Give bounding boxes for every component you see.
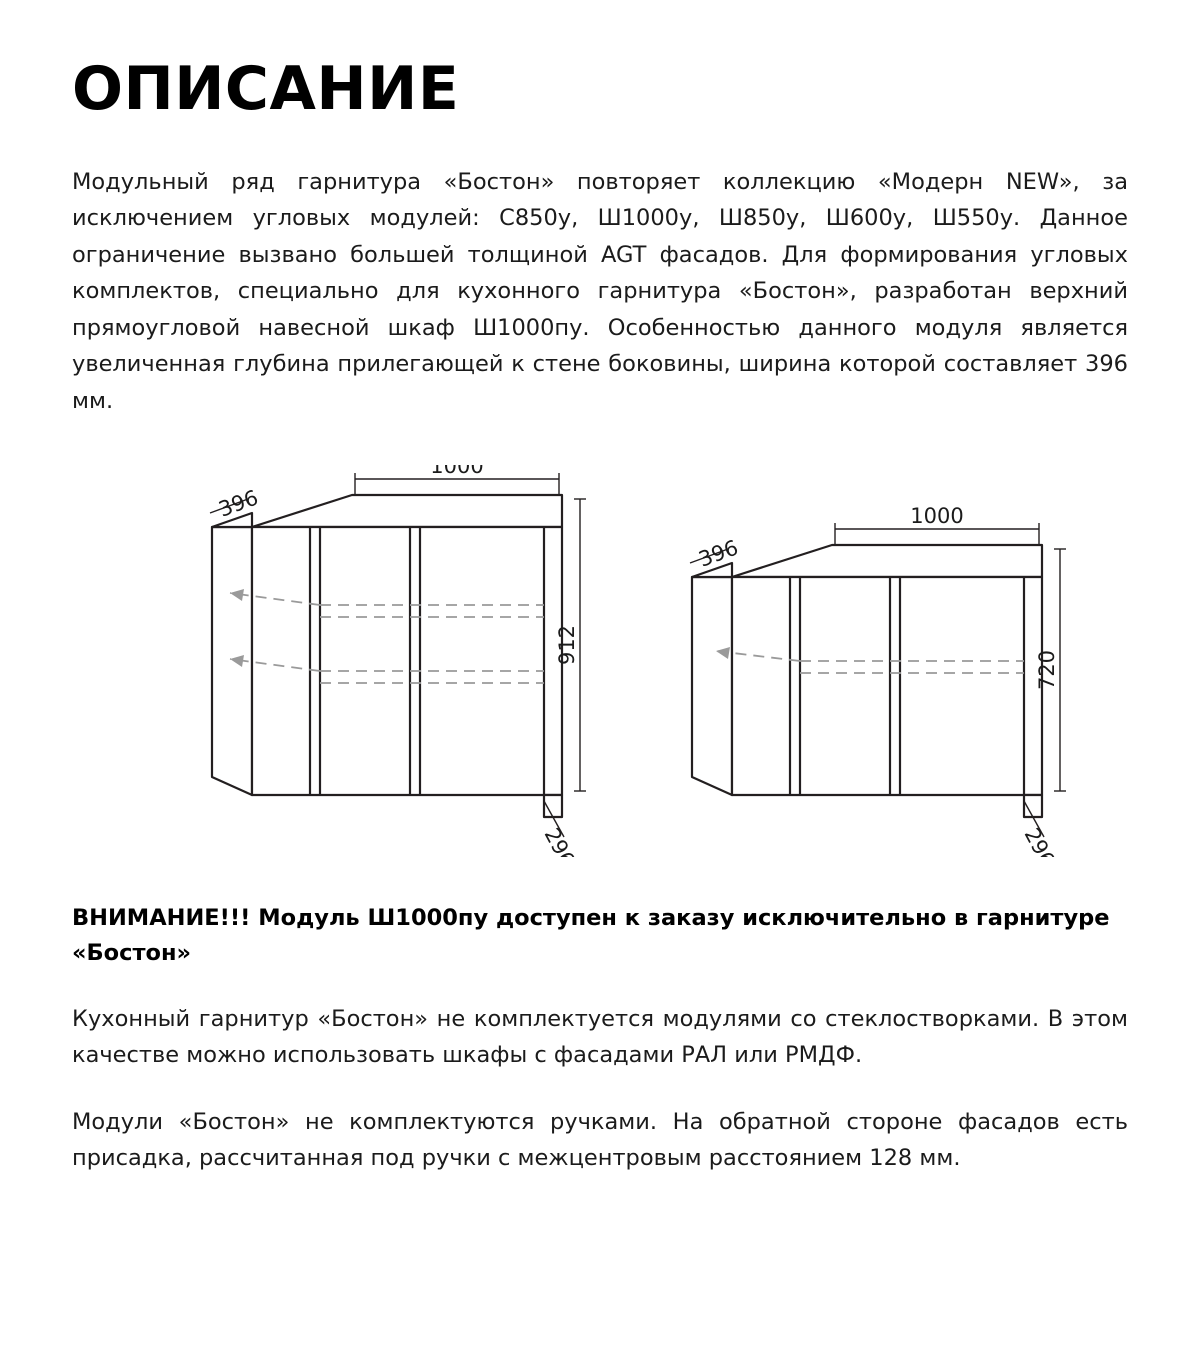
- dim-depth-bottom: 296: [1019, 824, 1060, 858]
- dim-height: 912: [555, 625, 579, 666]
- paragraph-handles: Модули «Бостон» не комплектуются ручками. На обратной стороне фасадов есть присадка, рассчитанная под ручки с межцентровым расстоянием 128 мм.: [72, 1108, 1128, 1172]
- intro-paragraph: Модульный ряд гарнитура «Бостон» повторяет коллекцию «Модерн NEW», за исключением угловых модулей: С850у, Ш1000у, Ш850у, Ш600у, Ш550у. Данное ограничение вызвано большей толщиной AGT фасадов. Для формирования угловых комплектов, специально для кухонного гарнитура «Бостон», разработан верхний прямоугловой навесной шкаф Ш1000пу. Особенностью данного модуля является увеличенная глубина прилегающей к стене боковины, ширина которой составляет 396 мм.: [72, 169, 1128, 414]
- attention-text: ВНИМАНИЕ!!! Модуль Ш1000пу доступен к заказу исключительно в гарнитуре «Бостон»: [72, 905, 1110, 966]
- figure-cabinet-720: [672, 465, 1072, 861]
- dim-side-depth: 396: [215, 485, 262, 522]
- dim-depth-bottom: 296: [539, 824, 580, 858]
- dim-height: 720: [1035, 650, 1059, 691]
- figures-row: [72, 465, 1128, 857]
- document-page: [0, 56, 1200, 1346]
- dim-side-depth: 396: [695, 535, 742, 572]
- paragraph-glass-doors: Кухонный гарнитур «Бостон» не комплектуется модулями со стеклостворками. В этом качестве можно использовать шкафы с фасадами РАЛ или РМДФ.: [72, 1005, 1128, 1069]
- attention-block: [72, 901, 1128, 971]
- dim-width-top: 1000: [910, 504, 964, 529]
- figure-cabinet-912: [192, 465, 592, 861]
- page-title: ОПИСАНИЕ: [72, 54, 460, 124]
- dim-width-top: 1000: [430, 465, 484, 479]
